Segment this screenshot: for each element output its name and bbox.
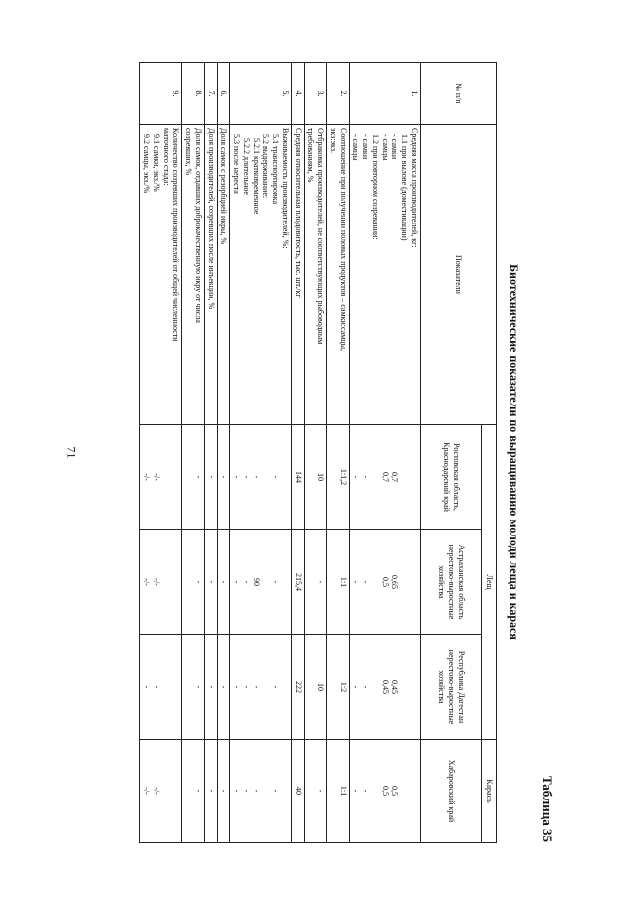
value-line: - (271, 685, 281, 689)
value-line: 10 (316, 683, 326, 691)
value-cell-c1 (349, 425, 420, 530)
value-line: -/- (152, 578, 161, 586)
value-line: - (219, 580, 229, 584)
value-line (328, 533, 338, 631)
value-line (409, 428, 419, 526)
value-line (171, 533, 181, 631)
value-cell-c4 (217, 740, 230, 843)
value-line (400, 428, 410, 526)
indicator-line: 5.2 выдерживание: (261, 134, 271, 199)
value-line (184, 428, 194, 526)
value-line: - (316, 789, 326, 793)
table-title: Биотехнические показатели по выращиванию молоди леща и карася (507, 264, 521, 640)
value-cell-c3 (140, 635, 182, 740)
indicator-line: 9.2 самцы, экз./% (142, 134, 152, 194)
value-cell-c3 (205, 635, 218, 740)
indicator-line: Доля производителей, созревших после инъекции, % (206, 128, 216, 310)
value-line (370, 743, 380, 839)
value-cell-c2 (230, 530, 292, 635)
table-row (182, 63, 205, 843)
value-line: - (271, 789, 281, 793)
value-line: -/- (142, 578, 152, 586)
indicator-line: 5.3 после нереста (232, 134, 242, 194)
value-line: 0,5 (380, 577, 390, 587)
indicator-line: Количество созревших производителей от общей численности (171, 128, 181, 342)
value-line (280, 743, 290, 839)
value-line: - (242, 475, 251, 479)
value-line: 1:1,2 (338, 468, 348, 486)
indicator-line: - самки (361, 134, 371, 160)
value-line (400, 638, 410, 736)
table-label: Таблица 35 (540, 775, 555, 842)
value-cell-c4 (327, 740, 350, 843)
value-cell-c3 (230, 635, 292, 740)
value-line: - (142, 685, 152, 689)
biotechnical-table (140, 62, 498, 843)
row-indicator (292, 125, 305, 425)
value-cell-c2 (327, 530, 350, 635)
indicator-line: 1.1 при вылове (доместикации) (400, 134, 410, 241)
row-number: 7. (205, 63, 218, 125)
value-line: 0,7 (390, 472, 400, 482)
value-line: -/- (142, 473, 152, 481)
value-line (261, 533, 271, 631)
value-line (400, 743, 410, 839)
value-line: - (232, 475, 242, 479)
indicator-line: требованиям, % (306, 128, 316, 183)
value-cell-c1 (327, 425, 350, 530)
value-line: - (206, 685, 216, 689)
value-line: - (232, 789, 242, 793)
row-number: 5. (230, 63, 292, 125)
value-cell-c1 (140, 425, 182, 530)
row-indicator (349, 125, 420, 425)
indicator-line: - самки (390, 134, 400, 160)
value-line (400, 533, 410, 631)
value-line: - (219, 475, 229, 479)
value-cell-c3 (292, 635, 305, 740)
header-col-khabarovsk: Хабаровский край (421, 740, 482, 843)
value-line: - (351, 789, 361, 793)
value-line (171, 638, 181, 736)
row-indicator (327, 125, 350, 425)
value-line (161, 533, 171, 631)
indicator-line: маточного стада: (161, 128, 171, 186)
value-line (370, 638, 380, 736)
indicator-line: 1.2 при повторном созревании: (371, 134, 380, 240)
header-group-bream: Лещ (482, 425, 497, 740)
value-line: - (351, 475, 361, 479)
value-line: 0,45 (390, 680, 400, 694)
value-line (409, 533, 419, 631)
value-cell-c4 (230, 740, 292, 843)
value-line (161, 428, 171, 526)
indicator-line: Отбраковка производителей, не соответствующих рыбоводным (316, 128, 326, 345)
value-line: 1:2 (338, 681, 348, 693)
row-indicator (205, 125, 218, 425)
indicator-line: 5.1 транспортировка (271, 134, 281, 205)
value-line (328, 743, 338, 839)
value-line: - (206, 789, 216, 793)
indicator-line: Доля самок, отдавших доброкачественную икру от числа (194, 128, 203, 323)
indicator-line: 5.2.2 длительное (242, 138, 251, 195)
row-number: 4. (292, 63, 305, 125)
value-cell-c3 (182, 635, 205, 740)
value-line: - (251, 475, 261, 479)
header-col-astrakhan: Астраханская область нерестово-выростные хозяйства (421, 530, 482, 635)
value-line (171, 743, 181, 839)
value-cell-c1 (205, 425, 218, 530)
row-indicator (182, 125, 205, 425)
page-number: 71 (64, 446, 79, 459)
rotated-page-content (85, 62, 555, 842)
value-line (261, 428, 271, 526)
value-line: - (251, 789, 261, 793)
value-line: 222 (293, 681, 303, 693)
value-line (328, 428, 338, 526)
value-line: - (251, 685, 261, 689)
indicator-line: экз:экз. (329, 128, 338, 153)
value-cell-c2 (182, 530, 205, 635)
value-line: -/- (142, 787, 152, 795)
value-line: - (242, 580, 251, 584)
value-cell-c2 (349, 530, 420, 635)
value-line (280, 638, 290, 736)
value-line: -/- (152, 473, 161, 481)
value-line (280, 533, 290, 631)
indicator-line: Соотношение при получении половых продуктов – самки:самцы, (338, 128, 348, 351)
value-line: - (232, 685, 242, 689)
table-row (349, 63, 420, 843)
value-line: - (271, 475, 281, 479)
value-line: - (361, 685, 371, 689)
value-line: - (219, 685, 229, 689)
row-number: 6. (217, 63, 230, 125)
table-row (230, 63, 292, 843)
value-line: - (152, 685, 161, 689)
value-cell-c4 (292, 740, 305, 843)
indicator-line: Выживаемость производителей, %: (281, 128, 290, 249)
value-line: - (242, 685, 251, 689)
indicator-line: - самцы (351, 134, 361, 161)
value-line (171, 428, 181, 526)
indicator-line: 9.1 самки, экз./% (152, 134, 161, 192)
value-cell-c4 (182, 740, 205, 843)
value-line (306, 638, 316, 736)
value-line: - (206, 580, 216, 584)
table-row (292, 63, 305, 843)
table-row (140, 63, 182, 843)
value-line: 0,7 (380, 472, 390, 482)
row-indicator (304, 125, 327, 425)
value-line (306, 743, 316, 839)
value-line: - (194, 580, 203, 584)
indicator-line: Средняя относительная плодовитость, тыс. шт./кг (293, 128, 303, 298)
header-col-dagestan: Республика Дагестан нерестово-выростные хозяйства (421, 635, 482, 740)
value-line (409, 743, 419, 839)
header-row-groups (482, 63, 497, 843)
indicator-line: Доля самок с резорбцией икры, % (219, 128, 229, 245)
value-cell-c1 (230, 425, 292, 530)
value-line (184, 638, 194, 736)
value-line: 1:1 (338, 785, 348, 797)
value-cell-c1 (292, 425, 305, 530)
value-cell-c3 (349, 635, 420, 740)
value-cell-c1 (304, 425, 327, 530)
value-line (409, 638, 419, 736)
value-line (261, 743, 271, 839)
value-line (280, 428, 290, 526)
value-line (306, 533, 316, 631)
header-num: № п/п (421, 63, 497, 125)
value-line (161, 743, 171, 839)
value-line: 0,5 (390, 786, 400, 797)
value-line (306, 428, 316, 526)
value-line: - (194, 475, 203, 479)
row-number: 8. (182, 63, 205, 125)
value-cell-c2 (304, 530, 327, 635)
table-row (327, 63, 350, 843)
value-cell-c4 (304, 740, 327, 843)
value-line: - (351, 685, 361, 689)
row-number: 2. (327, 63, 350, 125)
row-indicator (230, 125, 292, 425)
table-row (304, 63, 327, 843)
value-line: - (271, 580, 281, 584)
value-line (328, 638, 338, 736)
value-line: 40 (293, 787, 303, 796)
header-col-rostov: Ростовская область, Краснодарский край (421, 425, 482, 530)
value-line: 10 (316, 473, 326, 481)
value-cell-c3 (327, 635, 350, 740)
value-line: 144 (293, 471, 303, 483)
value-line: 0,45 (380, 680, 390, 694)
row-number: 1. (349, 63, 420, 125)
value-line: 0,65 (390, 575, 400, 589)
value-line: - (316, 580, 326, 584)
row-number: 9. (140, 63, 182, 125)
value-line: - (351, 580, 361, 584)
value-line (261, 638, 271, 736)
header-group-crucian: Карась (482, 740, 497, 843)
value-cell-c1 (182, 425, 205, 530)
indicator-line: Средняя масса производителей, кг: (410, 128, 419, 248)
value-line (370, 428, 380, 526)
table-row (217, 63, 230, 843)
value-line: - (194, 789, 203, 793)
header-indicator: Показатели (421, 125, 497, 425)
value-line (184, 533, 194, 631)
row-indicator (140, 125, 182, 425)
table-row (205, 63, 218, 843)
value-line (161, 638, 171, 736)
value-line (184, 743, 194, 839)
value-cell-c2 (217, 530, 230, 635)
value-cell-c1 (217, 425, 230, 530)
value-line: - (232, 580, 242, 584)
value-cell-c2 (292, 530, 305, 635)
indicator-line: - самцы (380, 134, 390, 161)
value-cell-c2 (205, 530, 218, 635)
value-line: -/- (152, 787, 161, 795)
value-line: - (242, 789, 251, 793)
value-line: - (219, 789, 229, 793)
value-line: 0,5 (380, 786, 390, 797)
indicator-line: 5.2.1 кратковременное (251, 138, 261, 215)
value-cell-c4 (140, 740, 182, 843)
value-line: - (361, 789, 371, 793)
value-cell-c2 (140, 530, 182, 635)
value-line: 90 (251, 578, 261, 586)
value-line: - (206, 475, 216, 479)
value-cell-c3 (217, 635, 230, 740)
value-cell-c3 (304, 635, 327, 740)
value-line (370, 533, 380, 631)
value-line: - (361, 580, 371, 584)
value-line: 215,4 (293, 573, 303, 591)
indicator-line: созревших, % (184, 128, 194, 176)
value-line: 1:1 (338, 576, 348, 588)
value-line: - (361, 475, 371, 479)
value-line: - (194, 685, 203, 689)
value-cell-c4 (205, 740, 218, 843)
row-indicator (217, 125, 230, 425)
value-cell-c4 (349, 740, 420, 843)
row-number: 3. (304, 63, 327, 125)
